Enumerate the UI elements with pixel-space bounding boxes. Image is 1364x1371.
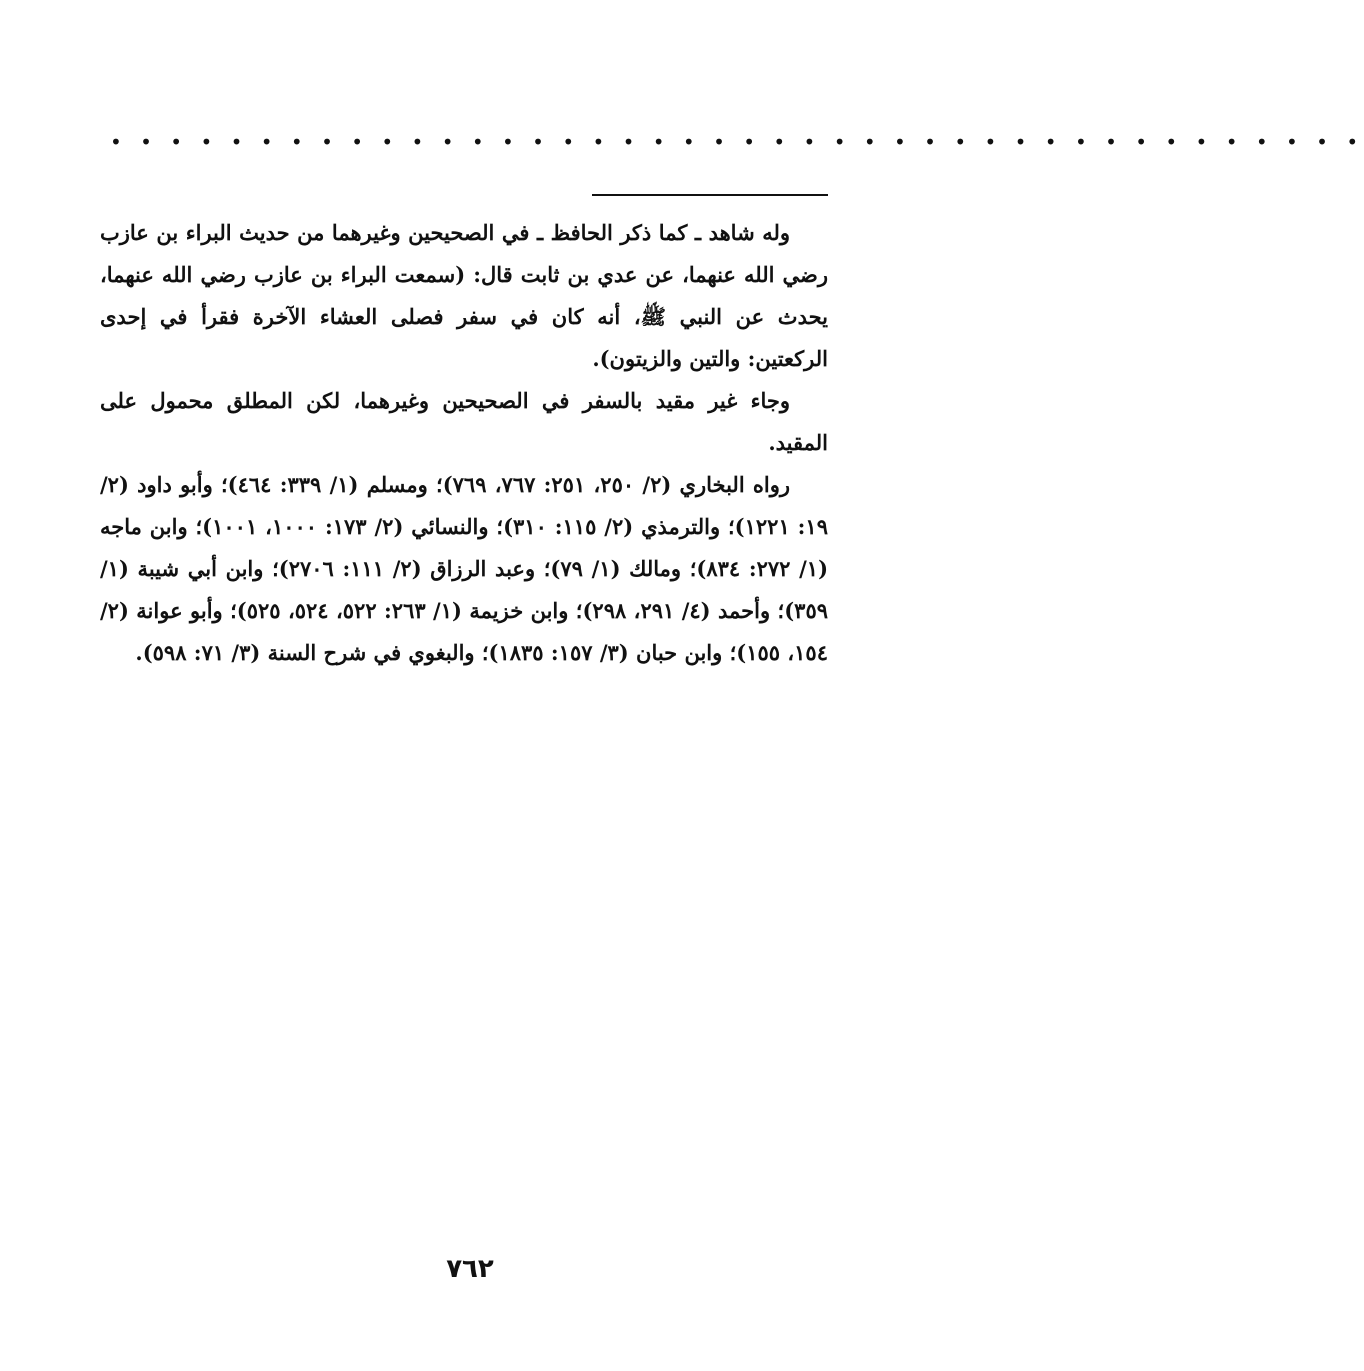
footnote-paragraph-2: وجاء غير مقيد بالسفر في الصحيحين وغيرهما، لكن المطلق محمول على المقيد. bbox=[100, 388, 828, 455]
dotted-separator: • • • • • • • • • • • • • • • • • • • • • • • • • • • • • • • • • • • • • • • • • • bbox=[110, 130, 1364, 154]
footnote-block bbox=[100, 212, 828, 674]
page-number: ٧٦٢ bbox=[446, 1254, 494, 1284]
footnote-paragraph-3: رواه البخاري (٢/ ٢٥٠، ٢٥١: ٧٦٧، ٧٦٩)؛ ومسلم (١/ ٣٣٩: ٤٦٤)؛ وأبو داود (٢/ ١٩: ١٢٢١)؛ والترمذي (٢/ ١١٥: ٣١٠)؛ والنسائي (٢/ ١٧٣: ١٠٠٠، ١٠٠١)؛ وابن ماجه (١/ ٢٧٢: ٨٣٤)؛ ومالك (١/ ٧٩)؛ وعبد الرزاق (٢/ ١١١: ٢٧٠٦)؛ وابن أبي شيبة (١/ ٣٥٩)؛ وأحمد (٤/ ٢٩١، ٢٩٨)؛ وابن خزيمة (١/ ٢٦٣: ٥٢٢، ٥٢٤، ٥٢٥)؛ وأبو عوانة (٢/ ١٥٤، ١٥٥)؛ وابن حبان (٣/ ١٥٧: ١٨٣٥)؛ والبغوي في شرح السنة (٣/ ٧١: ٥٩٨). bbox=[100, 472, 829, 665]
footnote-paragraph-1: وله شاهد ـ كما ذكر الحافظ ـ في الصحيحين وغيرهما من حديث البراء بن عازب رضي الله عنهما، عن عدي بن ثابت قال: (سمعت البراء بن عازب رضي الله عنهما، يحدث عن النبي ﷺ، أنه كان في سفر فصلى العشاء الآخرة فقرأ في إحدى الركعتين: والتين والزيتون). bbox=[100, 220, 828, 371]
footnote-rule bbox=[592, 194, 828, 196]
